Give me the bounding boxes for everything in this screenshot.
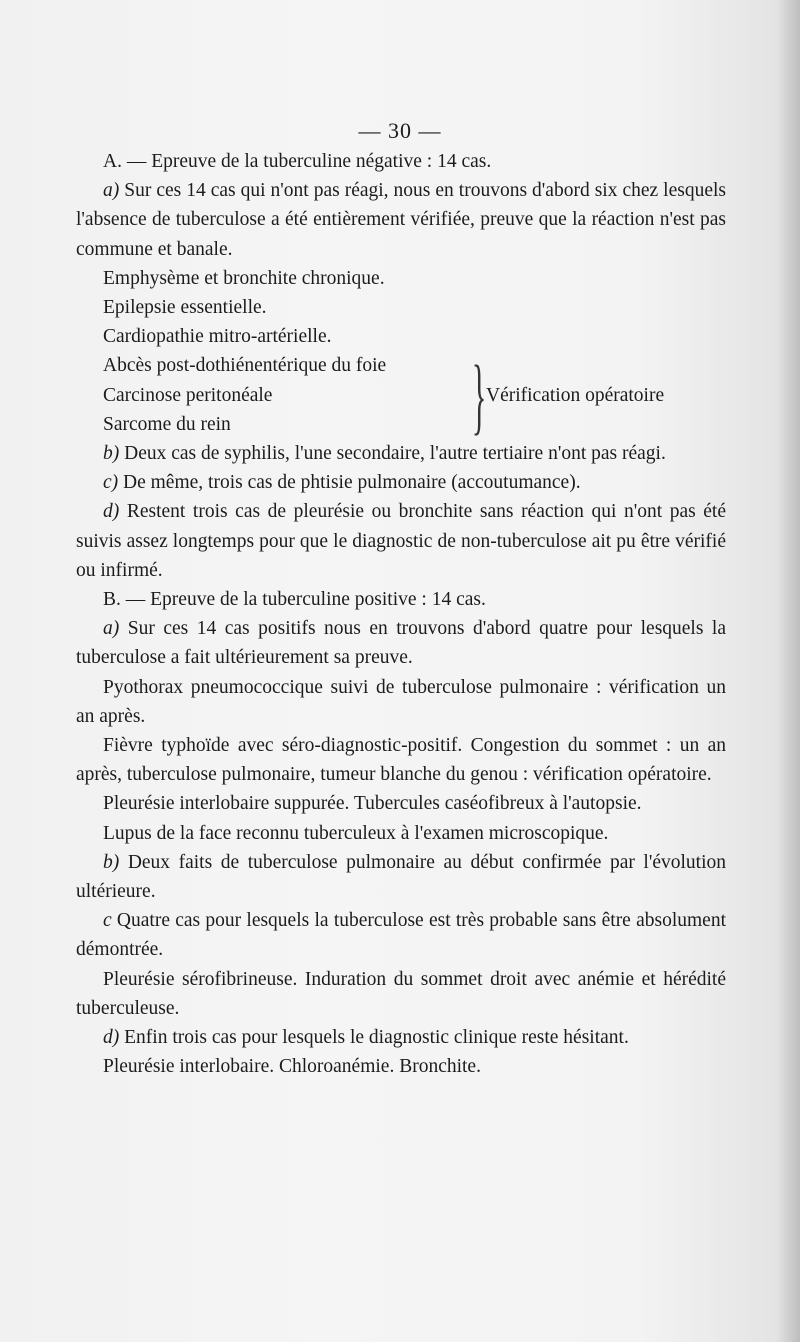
- page-body: [76, 147, 726, 1082]
- case-line: Epilepsie essentielle.: [103, 297, 267, 319]
- case-paragraph: Lupus de la face reconnu tuberculeux à l'examen microscopique.: [103, 822, 609, 844]
- section-a-item-d: [76, 497, 726, 585]
- case-paragraph: Pleurésie interlobaire suppurée. Tubercules caséofibreux à l'autopsie.: [103, 793, 642, 815]
- case-paragraph: Pleurésie interlobaire. Chloroanémie. Bronchite.: [103, 1056, 481, 1078]
- case-paragraph: Pyothorax pneumococcique suivi de tuberculose pulmonaire : vérification un an après.: [76, 676, 726, 727]
- grouped-case-list: [76, 351, 466, 439]
- section-b-item-c: [76, 906, 726, 964]
- section-b-item-d: [76, 1023, 726, 1052]
- item-text: Deux cas de syphilis, l'une secondaire, l'autre tertiaire n'ont pas réagi.: [124, 443, 666, 465]
- section-a-item-a: [76, 176, 726, 264]
- grouped-cases: [76, 347, 726, 444]
- section-b-item-a: [76, 614, 726, 672]
- item-text: Quatre cas pour lesquels la tuberculose est très probable sans être absolument démontrée.: [76, 910, 727, 961]
- item-text: Enfin trois cas pour lesquels le diagnostic clinique reste hésitant.: [124, 1027, 629, 1049]
- item-text: De même, trois cas de phtisie pulmonaire (accoutumance).: [123, 472, 581, 494]
- case-line: Emphysème et bronchite chronique.: [103, 267, 385, 289]
- page-number: — 30 —: [358, 118, 442, 143]
- section-b-item-b: [76, 848, 726, 906]
- case-line: Sarcome du rein: [103, 413, 231, 435]
- item-text: Restent trois cas de pleurésie ou bronchite sans réaction qui n'ont pas été suivis assez longtemps pour que le diagnostic de non-tuberculose ait pu être vérifié ou infirmé.: [76, 501, 727, 581]
- case-paragraph: Pleurésie sérofibrineuse. Induration du sommet droit avec anémie et hérédité tuberculeuse.: [76, 968, 726, 1019]
- item-text: Sur ces 14 cas positifs nous en trouvons d'abord quatre pour lesquels la tuberculose a fait ultérieurement sa preuve.: [76, 618, 727, 669]
- item-text: Sur ces 14 cas qui n'ont pas réagi, nous en trouvons d'abord six chez lesquels l'absence de tuberculose a été entièrement vérifiée, preuve que la réaction n'est pas commune et banale.: [76, 180, 726, 260]
- case-paragraph: Fièvre typhoïde avec séro-diagnostic-positif. Congestion du sommet : un an après, tuberculose pulmonaire, tumeur blanche du genou : vérification opératoire.: [76, 735, 726, 786]
- item-label: c): [103, 472, 119, 494]
- grouped-note: Vérification opératoire: [486, 384, 665, 406]
- curly-brace: }: [471, 347, 487, 444]
- section-a-item-b: [76, 439, 726, 468]
- item-label: c: [103, 910, 112, 932]
- case-line: Cardiopathie mitro-artérielle.: [103, 326, 332, 348]
- section-b-heading: B. — Epreuve de la tuberculine positive : 14 cas.: [103, 589, 486, 611]
- section-a-heading: A. — Epreuve de la tuberculine négative : 14 cas.: [103, 151, 492, 172]
- item-label: d): [103, 501, 120, 523]
- item-label: a): [103, 180, 120, 202]
- section-a-item-c: [76, 468, 726, 497]
- case-line: Abcès post-dothiénentérique du foie: [103, 355, 387, 377]
- item-label: a): [103, 618, 120, 640]
- item-label: b): [103, 851, 120, 873]
- case-line: Carcinose peritonéale: [103, 384, 273, 406]
- item-label: d): [103, 1027, 120, 1049]
- item-text: Deux faits de tuberculose pulmonaire au début confirmée par l'évolution ultérieure.: [76, 851, 726, 903]
- item-label: b): [103, 443, 120, 465]
